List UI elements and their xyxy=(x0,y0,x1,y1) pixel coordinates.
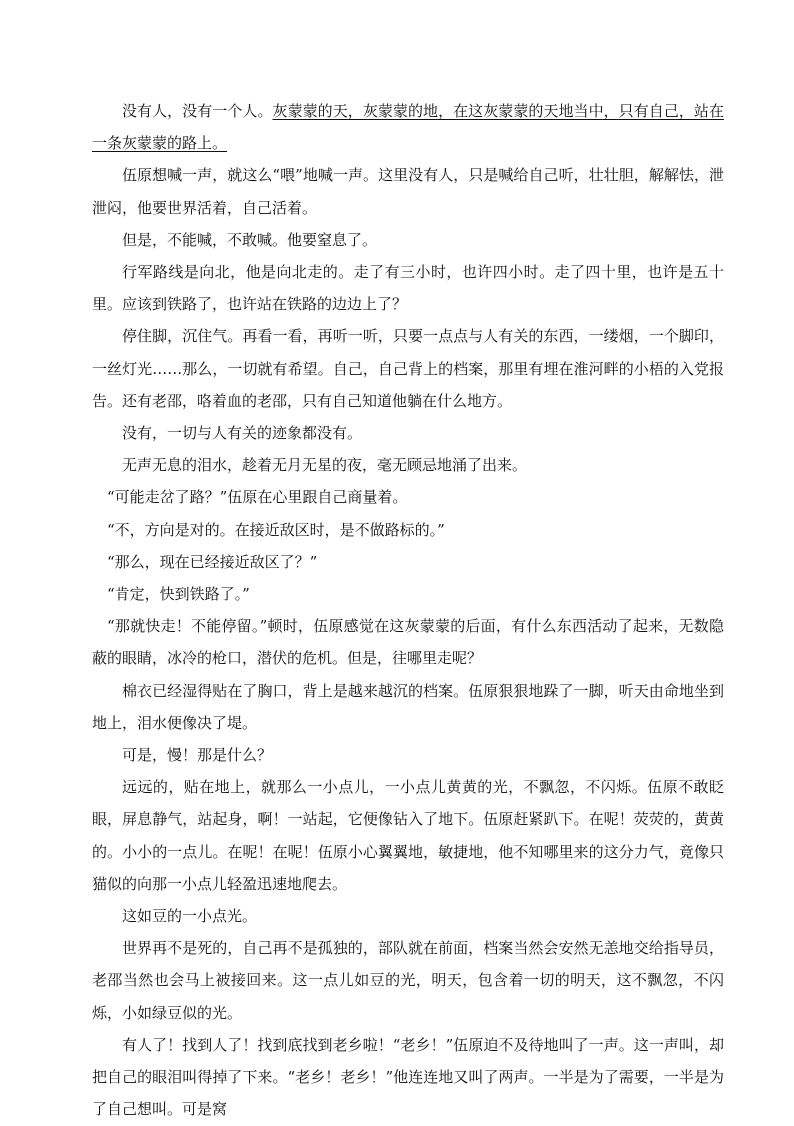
paragraph: 无声无息的泪水，趁着无月无星的夜，毫无顾忌地涌了出来。 xyxy=(122,456,528,475)
dialogue-line: “那么，现在已经接近敌区了？” xyxy=(107,552,318,571)
paragraph: 远远的，贴在地上，就那么一小点儿，一小点儿黄黄的光，不飘忽，不闪烁。伍原不敢眨眼，屏息静气，站起身，啊！一站起，它便像钻入了地下。伍原赶紧趴下。在呢！荧荧的，黄黄的。小小的一点儿。在呢！在呢！伍原小心翼翼地，敏捷地，他不知哪里来的这分力气，竟像只猫似的向那一小点儿轻盈迅速地爬去。 xyxy=(92,778,724,893)
dialogue-line: “不，方向是对的。在接近敌区时，是不做路标的。” xyxy=(107,520,445,539)
paragraph: 但是，不能喊，不敢喊。他要窒息了。 xyxy=(122,230,378,249)
paragraph: 有人了！找到人了！找到底找到老乡啦！“老乡！”伍原迫不及待地叫了一声。这一声叫，却把自己的眼泪叫得掉了下来。“老乡！老乡！”他连连地又叫了两声。一半是为了需要，一半是为了自己想叫。可是窝 xyxy=(92,1035,724,1119)
paragraph: 伍原想喊一声，就这么“喂”地喊一声。这里没有人，只是喊给自己听，壮壮胆，解解怯，泄泄闷，他要世界活着，自己活着。 xyxy=(92,166,724,217)
paragraph: 停住脚，沉住气。再看一看，再听一听，只要一点点与人有关的东西，一缕烟，一个脚印，一丝灯光……那么，一切就有希望。自己，自己背上的档案，那里有埋在淮河畔的小梧的入党报告。还有老邵，咯着血的老邵，只有自己知道他躺在什么地方。 xyxy=(92,327,724,410)
document-body xyxy=(92,95,724,1126)
paragraph-1-plain: 没有人，没有一个人。 xyxy=(122,102,273,120)
paragraph-1 xyxy=(92,95,724,159)
paragraph: 世界再不是死的，自己再不是孤独的，部队就在前面，档案当然会安然无恙地交给指导员，老邵当然也会马上被接回来。这一点儿如豆的光，明天，包含着一切的明天，这不飘忽，不闪烁，小如绿豆似的光。 xyxy=(92,939,724,1022)
paragraph: 行军路线是向北，他是向北走的。走了有三小时，也许四小时。走了四十里，也许是五十里。应该到铁路了，也许站在铁路的边边上了？ xyxy=(92,263,724,314)
paragraph: 这如豆的一小点光。 xyxy=(122,907,258,926)
paragraph: 可是，慢！那是什么？ xyxy=(122,746,273,765)
dialogue-line: “可能走岔了路？”伍原在心里跟自己商量着。 xyxy=(107,488,408,507)
underlined-sentence: 灰蒙蒙的天，灰蒙蒙的地，在这灰蒙蒙的天地当中，只有自己，站在一条灰蒙蒙的路上。 xyxy=(92,102,724,153)
paragraph: 没有，一切与人有关的迹象都没有。 xyxy=(122,424,363,443)
dialogue-line: “肯定，快到铁路了。” xyxy=(107,585,250,604)
paragraph: 棉衣已经湿得贴在了胸口，背上是越来越沉的档案。伍原狠狠地跺了一脚，听天由命地坐到地上，泪水便像决了堤。 xyxy=(92,681,724,732)
dialogue-line: “那就快走！不能停留。”顿时，伍原感觉在这灰蒙蒙的后面，有什么东西活动了起来，无数隐蔽的眼睛，冰冷的枪口，潜伏的危机。但是，往哪里走呢？ xyxy=(92,617,724,668)
